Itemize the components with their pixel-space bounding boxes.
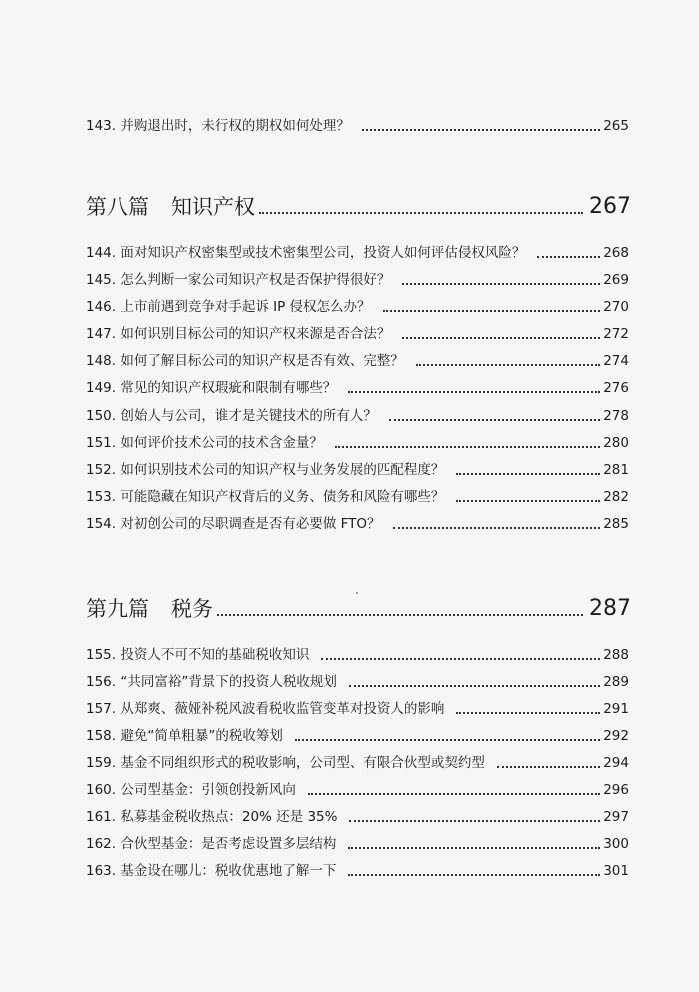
toc-entry-title: 161. 私募基金税收热点：20% 还是 35% <box>86 809 338 825</box>
part-number: 第九篇 <box>86 597 149 621</box>
dot-leader <box>389 419 600 421</box>
toc-entry-title: 150. 创始人与公司，谁才是关键技术的所有人？ <box>86 408 377 424</box>
toc-entry-title: 156. “共同富裕”背景下的投资人税收规划 <box>86 674 337 690</box>
dot-leader <box>456 500 600 502</box>
toc-entry <box>86 805 629 827</box>
toc-entry-page: 292 <box>603 728 629 744</box>
toc-entry-page: 270 <box>603 299 629 315</box>
toc-entry-page: 296 <box>603 782 629 798</box>
dot-leader <box>349 685 600 687</box>
toc-entry <box>86 295 629 317</box>
toc-entry-page: 282 <box>603 489 629 505</box>
toc-entry-title: 149. 常见的知识产权瑕疵和限制有哪些？ <box>86 380 337 396</box>
dot-leader <box>308 793 600 795</box>
toc-entry-title: 158. 避免“简单粗暴”的税收筹划 <box>86 728 283 744</box>
part-title <box>86 192 259 222</box>
toc-entry <box>86 643 629 665</box>
dot-leader <box>348 874 600 876</box>
part-name: 知识产权 <box>171 195 255 219</box>
toc-entry <box>86 697 629 719</box>
dot-leader <box>537 256 600 258</box>
toc-entry-title: 148. 如何了解目标公司的知识产权是否有效、完整？ <box>86 353 404 369</box>
dot-leader <box>456 473 600 475</box>
toc-entry <box>86 431 629 453</box>
dot-leader <box>348 847 600 849</box>
part-name: 税务 <box>171 597 213 621</box>
toc-entry-page: 278 <box>603 408 629 424</box>
toc-entry-title: 151. 如何评价技术公司的技术含金量？ <box>86 435 323 451</box>
toc-entry-title: 147. 如何识别目标公司的知识产权来源是否合法？ <box>86 326 391 342</box>
toc-entry-title: 152. 如何识别技术公司的知识产权与业务发展的匹配程度？ <box>86 462 445 478</box>
toc-entry <box>86 724 629 746</box>
toc-entry-title: 160. 公司型基金：引领创投新风向 <box>86 782 296 798</box>
toc-entry <box>86 241 629 263</box>
toc-entry <box>86 404 629 426</box>
toc-entry-page: 265 <box>603 118 629 134</box>
dot-leader <box>416 364 600 366</box>
part-page: 267 <box>589 194 631 219</box>
part-title <box>86 594 217 624</box>
part-number: 第八篇 <box>86 195 149 219</box>
toc-entry-title: 155. 投资人不可不知的基础税收知识 <box>86 647 310 663</box>
toc-entry-page: 291 <box>603 701 629 717</box>
toc-entry <box>86 349 629 371</box>
dot-leader <box>402 283 600 285</box>
toc-entry-page: 288 <box>603 647 629 663</box>
dot-leader <box>362 129 600 131</box>
toc-entry-page: 268 <box>603 245 629 261</box>
toc-entry <box>86 114 629 136</box>
toc-entry-title: 163. 基金设在哪儿：税收优惠地了解一下 <box>86 863 337 879</box>
dot-leader <box>217 614 583 616</box>
dot-leader <box>402 337 600 339</box>
dot-leader <box>349 820 600 822</box>
toc-entry-page: 300 <box>603 836 629 852</box>
toc-entry-title: 144. 面对知识产权密集型或技术密集型公司，投资人如何评估侵权风险？ <box>86 245 526 261</box>
dot-leader <box>393 527 601 529</box>
toc-entry-page: 297 <box>603 809 629 825</box>
toc-entry <box>86 322 629 344</box>
toc-entry-page: 276 <box>603 380 629 396</box>
toc-entry-title: 162. 合伙型基金：是否考虑设置多层结构 <box>86 836 337 852</box>
dot-leader <box>335 446 600 448</box>
toc-entry <box>86 778 629 800</box>
toc-entry-page: 274 <box>603 353 629 369</box>
toc-entry <box>86 751 629 773</box>
dot-leader <box>259 212 583 214</box>
toc-entry <box>86 512 629 534</box>
dot-leader <box>348 391 600 393</box>
part-page: 287 <box>589 596 631 621</box>
dot-leader <box>321 658 600 660</box>
toc-entry <box>86 859 629 881</box>
toc-entry-page: 272 <box>603 326 629 342</box>
dot-leader <box>383 310 601 312</box>
toc-entry-page: 294 <box>603 755 629 771</box>
toc-entry-title: 159. 基金不同组织形式的税收影响，公司型、有限合伙型或契约型 <box>86 755 485 771</box>
toc-entry-page: 289 <box>603 674 629 690</box>
toc-entry-title: 146. 上市前遇到竞争对手起诉 IP 侵权怎么办？ <box>86 299 371 315</box>
toc-entry <box>86 832 629 854</box>
dot-leader <box>295 739 600 741</box>
toc-entry-page: 285 <box>603 516 629 532</box>
toc-entry-title: 143. 并购退出时，未行权的期权如何处理？ <box>86 118 350 134</box>
toc-entry-page: 281 <box>603 462 629 478</box>
toc-entry <box>86 670 629 692</box>
toc-entry <box>86 485 629 507</box>
toc-entry <box>86 268 629 290</box>
toc-entry-title: 153. 可能隐藏在知识产权背后的义务、债务和风险有哪些？ <box>86 489 445 505</box>
dot-leader <box>497 766 600 768</box>
dot-leader <box>456 712 600 714</box>
toc-entry-title: 157. 从郑爽、薇娅补税风波看税收监管变革对投资人的影响 <box>86 701 445 717</box>
toc-entry <box>86 458 629 480</box>
toc-entry <box>86 376 629 398</box>
part-heading <box>86 188 631 222</box>
part-heading <box>86 590 631 624</box>
toc-entry-title: 145. 怎么判断一家公司知识产权是否保护得很好？ <box>86 272 391 288</box>
toc-entry-page: 301 <box>603 863 629 879</box>
toc-entry-page: 269 <box>603 272 629 288</box>
toc-entry-title: 154. 对初创公司的尽职调查是否有必要做 FTO？ <box>86 516 381 532</box>
toc-entry-page: 280 <box>603 435 629 451</box>
